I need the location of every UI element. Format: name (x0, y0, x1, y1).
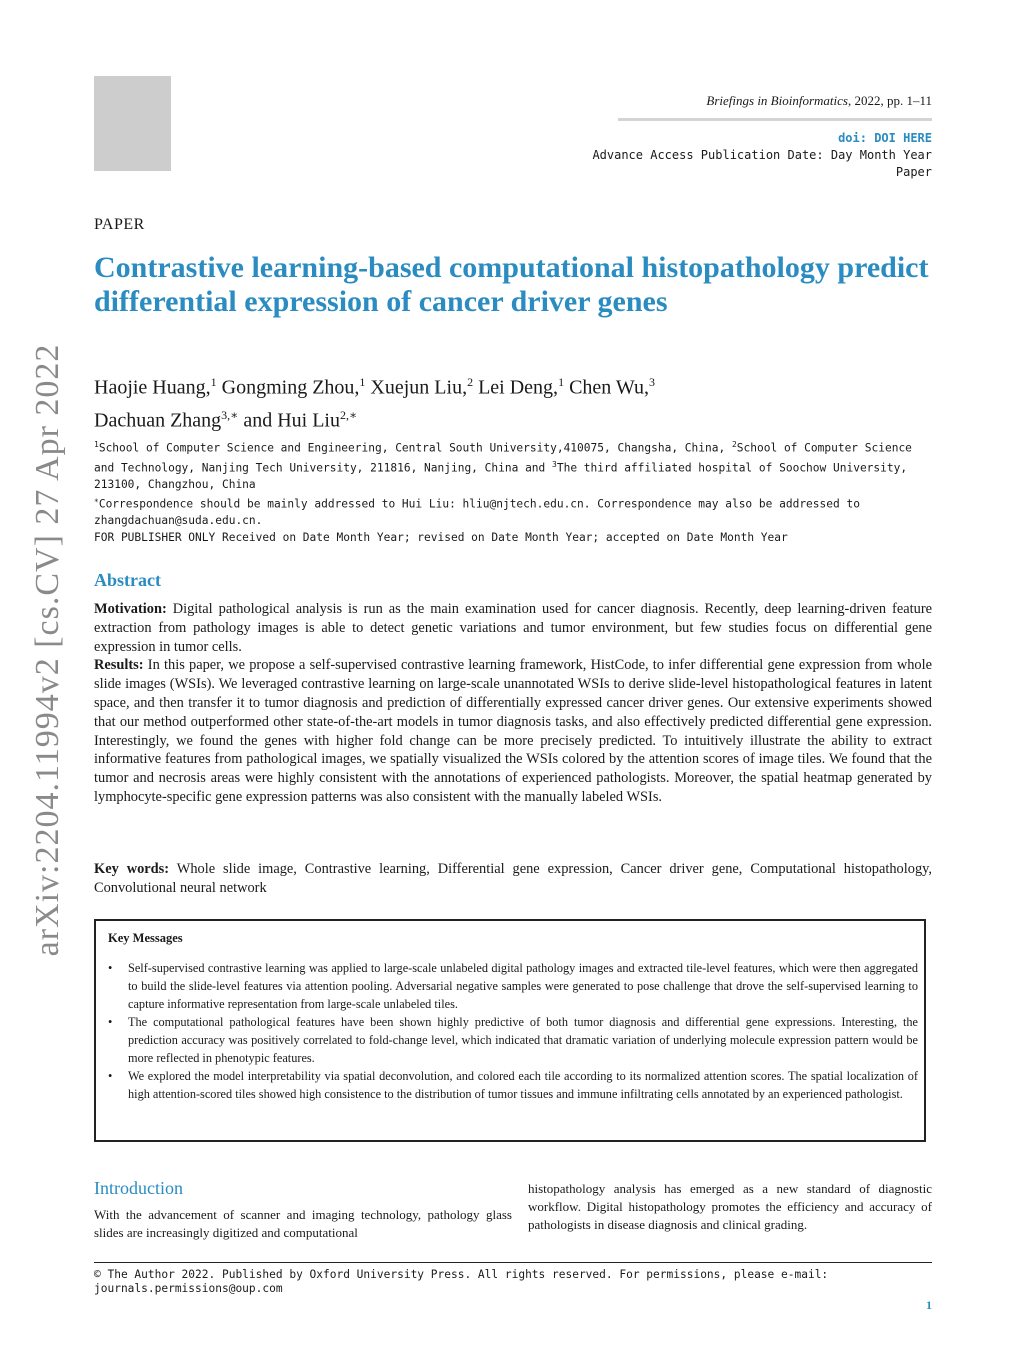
author-affil-sup: 2,∗ (339, 407, 358, 422)
key-messages-list (106, 959, 918, 1103)
bullet-icon: • (108, 1015, 113, 1029)
author-affil-sup: 1 (359, 375, 366, 389)
abstract-heading: Abstract (94, 570, 161, 590)
keywords (94, 860, 932, 898)
introduction-left-column: With the advancement of scanner and imaging technology, pathology glass slides are increasingly digitized and computational (94, 1207, 512, 1240)
affil-text: School of Computer Science and Technology, Nanjing Tech University, 211816, Nanjing, China and (94, 441, 912, 475)
key-messages-box (94, 919, 926, 1142)
affiliation-line (94, 437, 934, 493)
author-affil-sup: 3,∗ (221, 407, 239, 422)
journal-meta: , 2022, pp. 1–11 (847, 93, 932, 108)
advance-access-date: Advance Access Publication Date: Day Month Year (592, 148, 932, 162)
journal-citation (706, 93, 932, 109)
header-rule (618, 118, 932, 121)
key-message-text: We explored the model interpretability via spatial deconvolution, and colored each tile according to its normalized attention scores. The spatial localization of high attention-scored tiles showed high consistence to the distribution of tumor tissues and immune infiltrating cells annotated by an experienced pathologist. (128, 1069, 918, 1101)
affil-sup: 3 (552, 460, 557, 470)
affil-text: The third affiliated hospital of Soochow University, 213100, Changzhou, China (94, 461, 908, 492)
doi-link[interactable]: doi: DOI HERE (838, 131, 932, 145)
author-affil-sup: 1 (210, 375, 217, 389)
author-affil-sup: 2 (467, 375, 474, 389)
affiliations (94, 437, 934, 546)
keywords-text: Whole slide image, Contrastive learning, Differential gene expression, Cancer driver gene, Computational histopathology, Convolutional neural network (94, 861, 932, 896)
paper-label: PAPER (94, 216, 145, 233)
abstract-results (94, 656, 932, 806)
key-message-text: The computational pathological features have been shown highly predictive of both tumor diagnosis and differential gene expressions. Interesting, the prediction accuracy was positively correlated to fold-change level, which indicated that dramatic variation of underlying molecule expression pattern would be more reflected in phenotypic features. (128, 1015, 918, 1065)
list-item (106, 1067, 918, 1103)
motivation-text: Digital pathological analysis is run as the main examination used for cancer diagnosis. Recently, deep learning-driven feature extraction from pathology images is able to detect genetic variations and tumor environment, but few studies focus on differential gene expression in tumor cells. (94, 601, 932, 655)
author-affil-sup: 1 (558, 375, 565, 389)
bullet-icon: • (108, 961, 113, 975)
affil-sup: 2 (731, 440, 737, 449)
arxiv-side-label: arXiv:2204.11994v2 [cs.CV] 27 Apr 2022 (29, 343, 66, 957)
journal-logo-placeholder (94, 76, 171, 171)
publisher-note: FOR PUBLISHER ONLY Received on Date Month Year; revised on Date Month Year; accepted on Date Month Year (94, 530, 788, 544)
bullet-icon: • (108, 1069, 113, 1083)
author-list (94, 369, 934, 434)
author: Dachuan Zhang (94, 409, 222, 432)
journal-name: Briefings in Bioinformatics (706, 93, 848, 108)
introduction-heading: Introduction (94, 1178, 183, 1198)
corr-sup: ∗ (94, 496, 99, 506)
abstract-motivation (94, 600, 932, 656)
article-type: Paper (895, 165, 932, 179)
author: Chen Wu, (569, 376, 649, 399)
copyright-footnote: © The Author 2022. Published by Oxford University Press. All rights reserved. For permissions, please e-mail: journals.permissions@oup.com (94, 1268, 829, 1295)
affil-text: School of Computer Science and Engineering, Central South University,410075, Changsha, China, (98, 441, 732, 455)
author: Lei Deng, (478, 376, 559, 399)
motivation-label: Motivation: (94, 601, 167, 617)
author: Xuejun Liu, (370, 376, 468, 399)
page-number: 1 (926, 1298, 932, 1312)
keywords-label: Key words: (94, 861, 170, 877)
introduction-right-column: histopathology analysis has emerged as a new standard of diagnostic workflow. Digital histopathology promotes the efficiency and accuracy of pathologists in disease diagnosis and clinical grading. (528, 1181, 932, 1232)
key-messages-title: Key Messages (108, 931, 183, 945)
list-item (106, 959, 918, 1013)
author-affil-sup: 3 (649, 375, 655, 389)
results-label: Results: (94, 657, 144, 674)
author: and Hui Liu (243, 409, 340, 432)
affil-sup: 1 (94, 440, 99, 449)
paper-title: Contrastive learning-based computational histopathology predict differential expression of cancer driver genes (94, 251, 929, 318)
list-item (106, 1013, 918, 1067)
author: Haojie Huang, (94, 376, 211, 399)
results-text: In this paper, we propose a self-supervised contrastive learning framework, HistCode, to infer differential gene expression from whole slide images (WSIs). We leveraged contrastive learning on large-scale unannotated WSIs to derive slide-level histopathological features in latent space, and then transfer it to tumor diagnosis and prediction of differentially expressed cancer driver genes. Our extensive experiments showed that our method outperformed other state-of-the-art models in tumor diagnosis tasks, and also effectively predicted differential gene expression. Interestingly, we found the genes with higher fold change can be more precisely predicted. To intuitively illustrate the ability to extract informative features from pathological images, we spatially visualized the WSIs colored by the attention scores of image tiles. We found that the tumor and necrosis areas were highly consistent with the annotations of experienced pathologists. Moreover, the spatial heatmap generated by lymphocyte-specific gene expression patterns was also consistent with the manually labeled WSIs. (94, 657, 932, 805)
author: Gongming Zhou, (221, 376, 360, 399)
correspondence-text: Correspondence should be mainly addressed to Hui Liu: hliu@njtech.edu.cn. Correspondence may also be addressed to zhangdachuan@suda.edu.cn. (94, 498, 860, 528)
correspondence-line (94, 493, 934, 529)
footer-rule (94, 1262, 932, 1263)
abstract-body (94, 600, 932, 807)
key-message-text: Self-supervised contrastive learning was applied to large-scale unlabeled digital pathology images and extracted tile-level features, which were then aggregated to build the slide-level features via attention pooling. Adversarial negative samples were generated to pose challenge that drove the self-supervised learning to capture informative representation from large-scale unlabeled tiles. (128, 961, 918, 1011)
